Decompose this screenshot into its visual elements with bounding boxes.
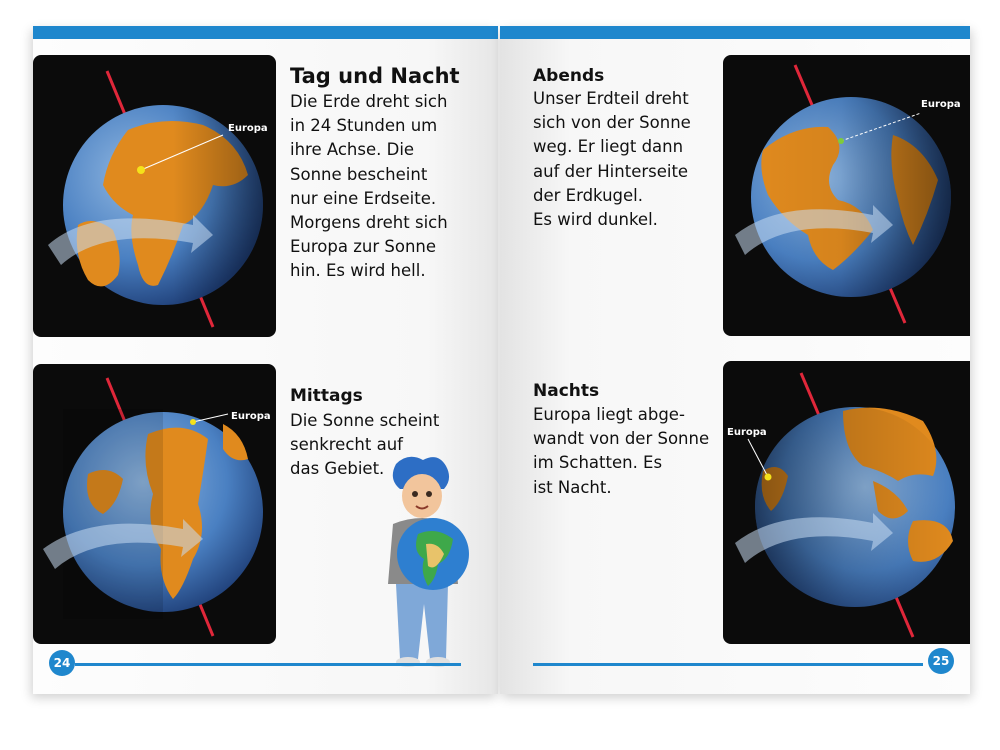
globe-panel-evening [723, 55, 970, 336]
europa-label: Europa [228, 123, 268, 134]
paragraph-day-and-night: Die Erde dreht sich in 24 Stunden um ihre Achse. Die Sonne bescheint nur eine Erdseite. Morgens dreht sich Europa zur Sonne hin. Es wird hell. [290, 92, 448, 281]
page-number-badge: 25 [928, 648, 954, 674]
top-accent-bar [33, 26, 498, 39]
heading-evening: Abends [533, 66, 605, 86]
globe-panel-night [723, 361, 970, 644]
globe-noon-illustration [33, 364, 276, 644]
globe-panel-morning [33, 55, 276, 337]
europa-label: Europa [727, 427, 767, 438]
europa-label: Europa [921, 99, 961, 110]
child-holding-globe-illustration [378, 454, 478, 669]
europa-label: Europa [231, 411, 271, 422]
paragraph-night: Europa liegt abge- wandt von der Sonne im Schatten. Es ist Nacht. [533, 405, 710, 497]
top-accent-bar [500, 26, 970, 39]
globe-morning-illustration [33, 55, 276, 337]
heading-night: Nachts [533, 381, 600, 401]
page-number-badge: 24 [49, 650, 75, 676]
footer-line [75, 663, 461, 666]
paragraph-noon: Die Sonne scheint senkrecht auf das Gebiet. [290, 411, 440, 479]
left-page [33, 26, 498, 694]
globe-night-illustration [723, 361, 970, 644]
globe-evening-illustration [723, 55, 970, 336]
heading-day-and-night: Tag und Nacht [290, 64, 460, 88]
right-page [500, 26, 970, 694]
paragraph-evening: Unser Erdteil dreht sich von der Sonne weg. Er liegt dann auf der Hinterseite der Erdkugel. Es wird dunkel. [533, 89, 691, 230]
footer-line [533, 663, 923, 666]
heading-noon: Mittags [290, 386, 363, 406]
globe-panel-noon [33, 364, 276, 644]
